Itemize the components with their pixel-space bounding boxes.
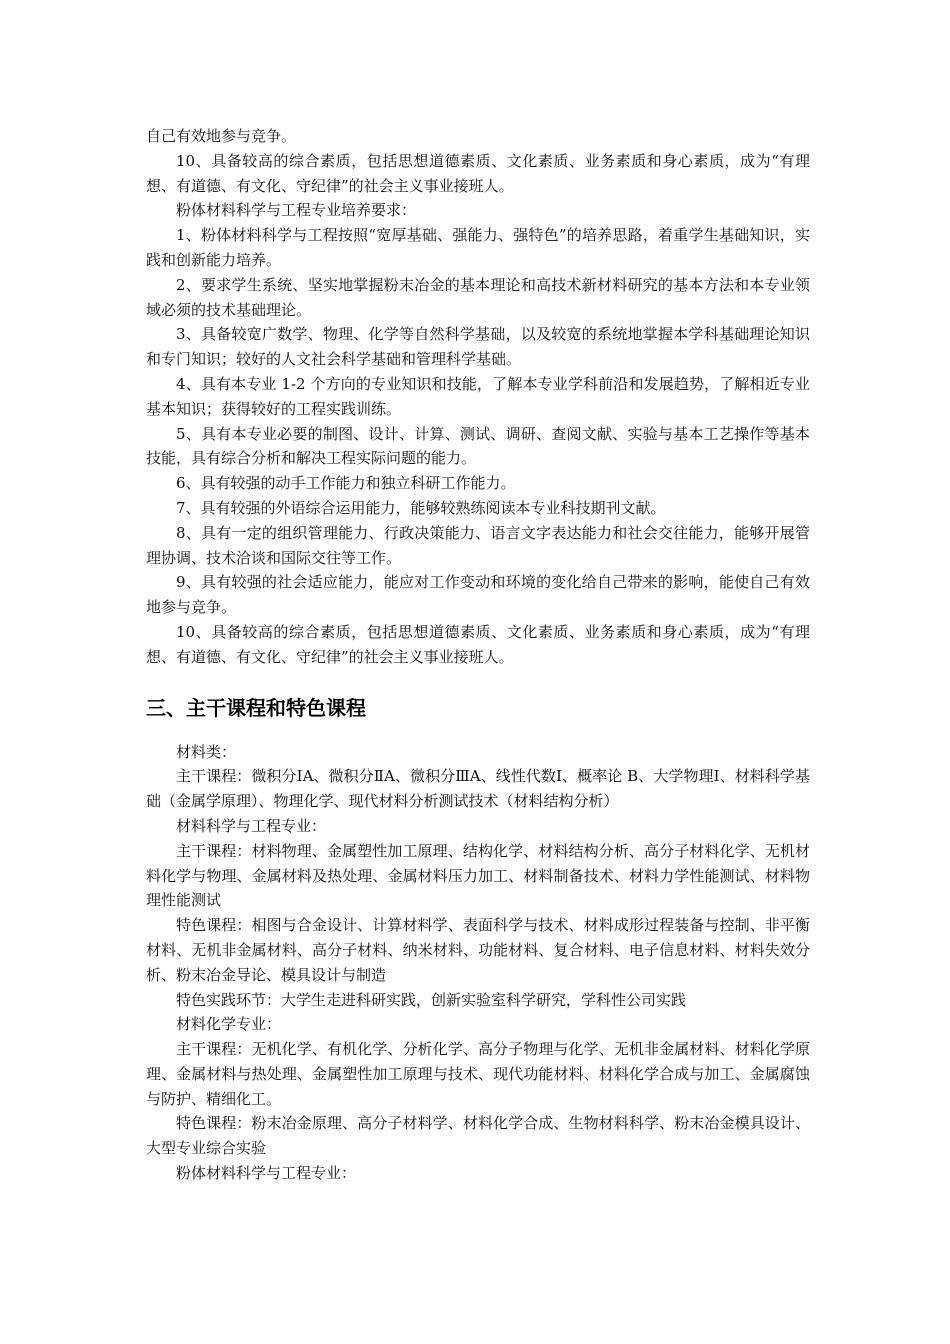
paragraph: 特色课程：相图与合金设计、计算材料学、表面科学与技术、材料成形过程装备与控制、非平衡材料、无机非金属材料、高分子材料、纳米材料、功能材料、复合材料、电子信息材料、材料失效分析、粉末冶金导论、模具设计与制造: [146, 916, 810, 984]
paragraph: 1、粉体材料科学与工程按照“宽厚基础、强能力、强特色”的培养思路，着重学生基础知识，实践和创新能力培养。: [146, 226, 810, 269]
paragraph: 特色实践环节：大学生走进科研实践，创新实验室科学研究，学科性公司实践: [176, 990, 687, 1009]
paragraph: 8、具有一定的组织管理能力、行政决策能力、语言文字表达能力和社会交往能力，能够开展管理协调、技术洽谈和国际交往等工作。: [146, 523, 810, 567]
paragraph: 粉体材料科学与工程专业培养要求：: [176, 201, 417, 220]
paragraph: 5、具有本专业必要的制图、设计、计算、测试、调研、查阅文献、实验与基本工艺操作等基本技能，具有综合分析和解决工程实际问题的能力。: [146, 424, 810, 468]
paragraph: 6、具有较强的动手工作能力和独立科研工作能力。: [176, 474, 516, 493]
paragraph: 材料科学与工程专业：: [176, 816, 327, 835]
paragraph: 10、具备较高的综合素质，包括思想道德素质、文化素质、业务素质和身心素质，成为“有理想、有道德、有文化、守纪律”的社会主义事业接班人。: [146, 622, 810, 666]
paragraph: 材料类：: [176, 742, 237, 761]
paragraph: 特色课程：粉末冶金原理、高分子材料学、材料化学合成、生物材料科学、粉末冶金模具设计、大型专业综合实验: [146, 1114, 810, 1158]
paragraph: 3、具备较宽广数学、物理、化学等自然科学基础，以及较宽的系统地掌握本学科基础理论知识和专门知识；较好的人文社会科学基础和管理科学基础。: [146, 325, 810, 369]
paragraph: 4、具有本专业 1-2 个方向的专业知识和技能，了解本专业学科前沿和发展趋势，了解相近专业基本知识；获得较好的工程实践训练。: [146, 374, 810, 418]
paragraph: 2、要求学生系统、坚实地掌握粉末冶金的基本理论和高技术新材料研究的基本方法和本专业领域必须的技术基础理论。: [146, 275, 810, 319]
paragraph: 10、具备较高的综合素质，包括思想道德素质、文化素质、业务素质和身心素质，成为“有理想、有道德、有文化、守纪律”的社会主义事业接班人。: [146, 151, 810, 195]
paragraph: 粉体材料科学与工程专业：: [176, 1164, 357, 1183]
section-heading: 三、主干课程和特色课程: [146, 695, 366, 720]
paragraph: 材料化学专业：: [176, 1015, 282, 1034]
paragraph: 主干课程：无机化学、有机化学、分析化学、高分子物理与化学、无机非金属材料、材料化学原理、金属材料与热处理、金属塑性加工原理与技术、现代功能材料、材料化学合成与加工、金属腐蚀与防护、精细化工。: [146, 1040, 810, 1108]
document-page: [146, 124, 810, 1186]
paragraph: 自己有效地参与竞争。: [146, 127, 297, 145]
paragraph: 主干课程：微积分ⅠA、微积分ⅡA、微积分ⅢA、线性代数Ⅰ、概率论 B、大学物理Ⅰ、材料科学基础（金属学原理）、物理化学、现代材料分析测试技术（材料结构分析）: [146, 767, 810, 811]
paragraph: 9、具有较强的社会适应能力，能应对工作变动和环境的变化给自己带来的影响，能使自己有效地参与竞争。: [146, 573, 810, 617]
paragraph: 7、具有较强的外语综合运用能力，能够较熟练阅读本专业科技期刊文献。: [176, 498, 666, 517]
paragraph: 主干课程：材料物理、金属塑性加工原理、结构化学、材料结构分析、高分子材料化学、无机材料化学与物理、金属材料及热处理、金属材料压力加工、材料制备技术、材料力学性能测试、材料物理性能测试: [146, 841, 810, 910]
